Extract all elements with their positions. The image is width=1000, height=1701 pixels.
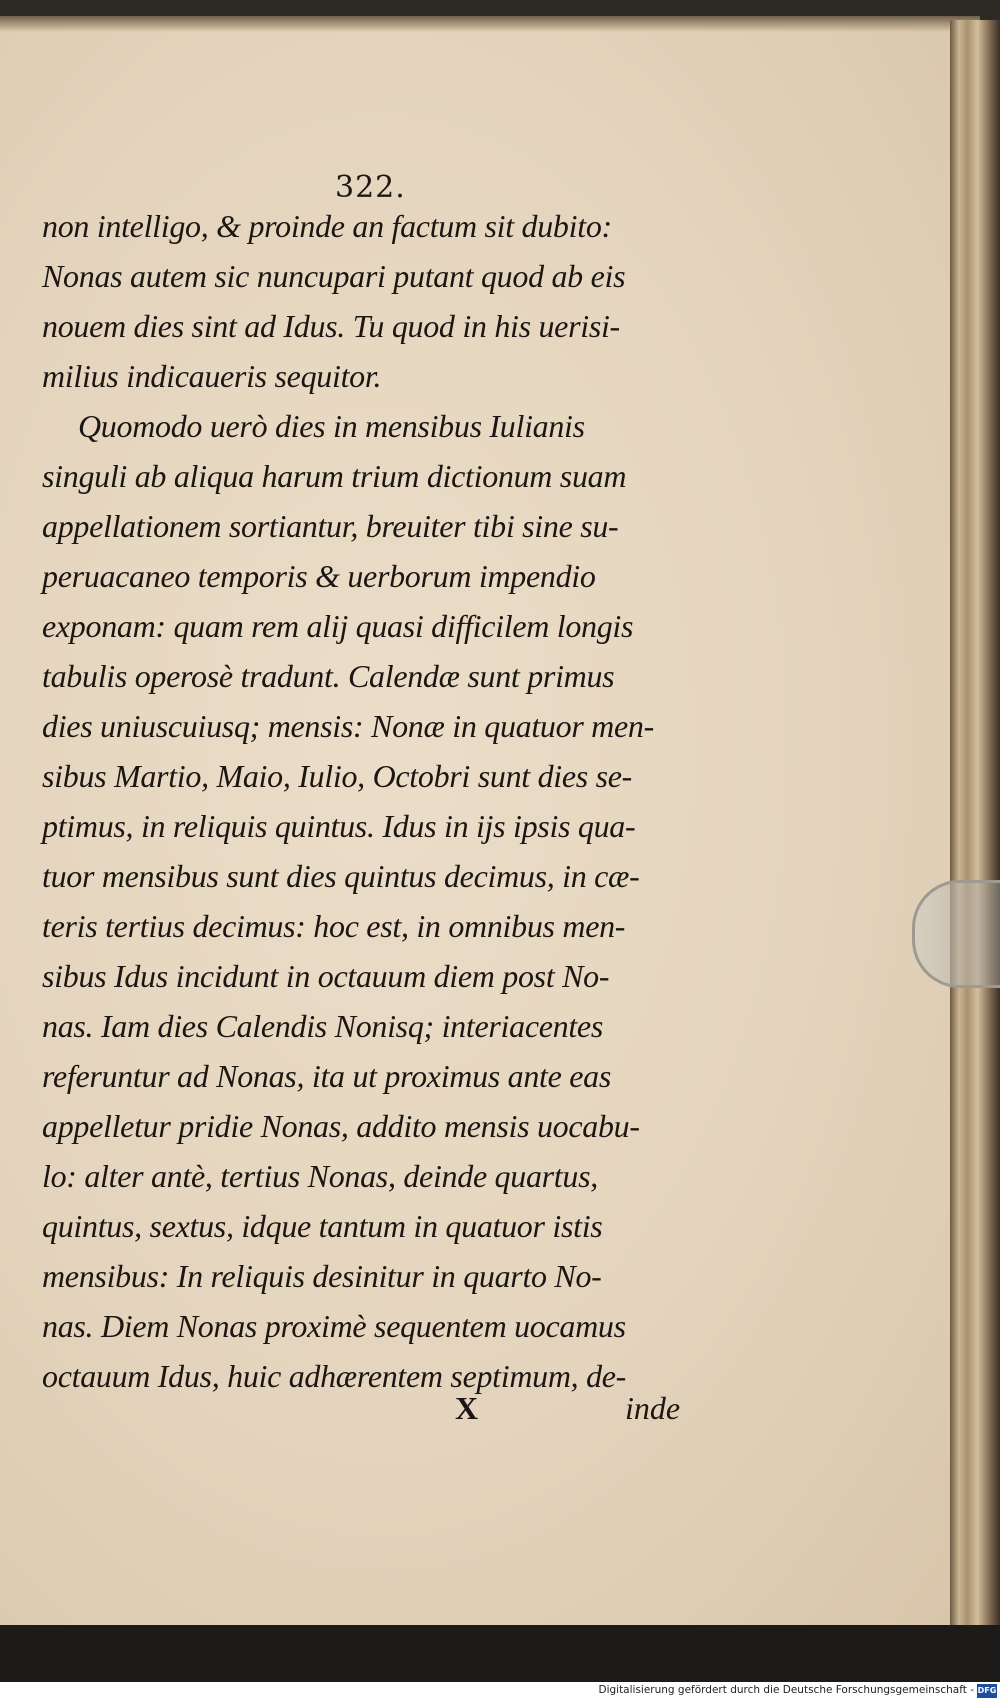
text-line: ptimus, in reliquis quintus. Idus in ijs ipsis qua- <box>42 808 636 844</box>
text-line: nouem dies sint ad Idus. Tu quod in his uerisi- <box>42 308 620 344</box>
text-line: dies uniuscuiusq; mensis: Nonæ in quatuor men- <box>42 708 654 744</box>
signature-mark: X <box>455 1390 479 1426</box>
text-line: nas. Diem Nonas proximè sequentem uocamus <box>42 1308 626 1344</box>
text-line: octauum Idus, huic adhærentem septimum, de- <box>42 1358 627 1394</box>
funding-credit: Digitalisierung gefördert durch die Deutsche Forschungsgemeinschaft - <box>598 1684 974 1696</box>
text-line: tabulis operosè tradunt. Calendæ sunt primus <box>42 658 615 694</box>
text-line: referuntur ad Nonas, ita ut proximus ante eas <box>42 1058 612 1094</box>
text-line: appellationem sortiantur, breuiter tibi sine su- <box>42 508 619 544</box>
page-bottom-shadow <box>0 1625 1000 1685</box>
text-line: Quomodo uerò dies in mensibus Iulianis <box>78 408 585 444</box>
text-line: singuli ab aliqua harum trium dictionum suam <box>42 458 627 494</box>
text-line: lo: alter antè, tertius Nonas, deinde quartus, <box>42 1158 598 1194</box>
page-number: 322. <box>335 170 406 205</box>
text-line: non intelligo, & proinde an factum sit dubito: <box>42 208 612 244</box>
text-line: quintus, sextus, idque tantum in quatuor istis <box>42 1208 603 1244</box>
text-line: tuor mensibus sunt dies quintus decimus, in cæ- <box>42 858 640 894</box>
text-line: Nonas autem sic nuncupari putant quod ab eis <box>42 258 626 294</box>
dfg-logo: DFG <box>977 1684 997 1698</box>
text-line: mensibus: In reliquis desinitur in quarto No- <box>42 1258 602 1294</box>
page-clip <box>912 880 1000 988</box>
text-line: milius indicaueris sequitor. <box>42 358 382 394</box>
text-line: exponam: quam rem alij quasi difficilem longis <box>42 608 634 644</box>
page-edges <box>950 20 1000 1630</box>
text-line: teris tertius decimus: hoc est, in omnibus men- <box>42 908 626 944</box>
text-line: nas. Iam dies Calendis Nonisq; interiacentes <box>42 1008 603 1044</box>
page-top-edge <box>0 16 980 32</box>
text-line: sibus Martio, Maio, Iulio, Octobri sunt dies se- <box>42 758 633 794</box>
text-line: peruacaneo temporis & uerborum impendio <box>42 558 596 594</box>
text-line: appelletur pridie Nonas, addito mensis uocabu- <box>42 1108 640 1144</box>
text-line: sibus Idus incidunt in octauum diem post No- <box>42 958 610 994</box>
catchword: inde <box>625 1390 681 1426</box>
